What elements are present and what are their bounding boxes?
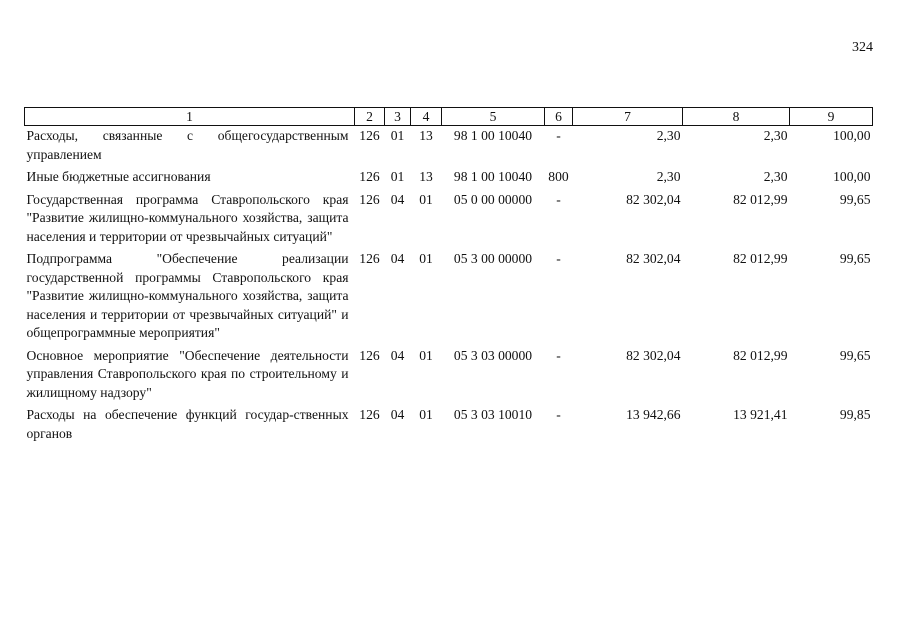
table-row <box>25 346 873 406</box>
header-col-4: 4 <box>411 108 442 126</box>
row-planned-amount: 2,30 <box>656 169 681 184</box>
row-actual-amount: 13 921,41 <box>733 407 788 422</box>
row-planned-amount: 82 302,04 <box>626 251 681 266</box>
row-planned-amount: 82 302,04 <box>626 347 681 363</box>
row-ministry-code: 126 <box>359 251 380 266</box>
row-actual-amount: 2,30 <box>763 169 788 184</box>
table-header <box>25 108 873 126</box>
row-percent: 99,65 <box>839 251 871 266</box>
row-expense-type: - <box>556 191 561 207</box>
row-ministry-code: 126 <box>359 169 380 184</box>
header-col-5: 5 <box>442 108 545 126</box>
row-subsection-code: 13 <box>419 128 433 143</box>
row-target-code: 98 1 00 10040 <box>453 169 533 184</box>
row-subsection-code: 01 <box>419 407 433 422</box>
header-col-6: 6 <box>545 108 573 126</box>
row-target-code: 05 3 03 10010 <box>453 407 533 422</box>
header-col-3: 3 <box>385 108 411 126</box>
row-section-code: 04 <box>390 191 405 207</box>
row-target-code: 98 1 00 10040 <box>453 128 533 143</box>
row-description: Расходы, связанные с общегосударственным управлением <box>26 128 349 162</box>
table-row <box>25 167 873 190</box>
row-expense-type: - <box>556 128 561 143</box>
table-row <box>25 249 873 346</box>
header-row <box>25 108 873 126</box>
row-percent: 99,65 <box>839 347 871 363</box>
row-expense-type: 800 <box>548 169 569 184</box>
row-ministry-code: 126 <box>359 347 380 363</box>
row-ministry-code: 126 <box>359 128 380 143</box>
row-subsection-code: 01 <box>419 347 433 363</box>
table-row <box>25 405 873 446</box>
row-subsection-code: 01 <box>419 191 433 207</box>
row-ministry-code: 126 <box>359 191 380 207</box>
table-row <box>25 190 873 250</box>
row-description: Подпрограмма "Обеспечение реализации государственной программы Ставропольского края "Развитие жилищно-коммунального хозяйства, защита населения и территории от чрезвычайных ситуаций" и общепрограммные мероприятия" <box>26 251 349 340</box>
header-col-2: 2 <box>355 108 385 126</box>
row-section-code: 04 <box>390 251 405 266</box>
row-target-code: 05 0 00 00000 <box>453 191 533 207</box>
row-ministry-code: 126 <box>359 407 380 422</box>
row-expense-type: - <box>556 407 561 422</box>
budget-table <box>24 107 873 446</box>
row-planned-amount: 2,30 <box>656 128 681 143</box>
row-description: Расходы на обеспечение функций государ-ственных органов <box>26 407 349 441</box>
row-section-code: 01 <box>390 169 405 184</box>
row-expense-type: - <box>556 251 561 266</box>
row-planned-amount: 82 302,04 <box>626 191 681 207</box>
row-section-code: 04 <box>390 347 405 363</box>
row-target-code: 05 3 03 00000 <box>453 347 533 363</box>
page-number: 324 <box>852 40 873 55</box>
header-col-8: 8 <box>683 108 790 126</box>
row-percent: 99,65 <box>839 191 871 207</box>
row-subsection-code: 13 <box>419 169 433 184</box>
row-section-code: 01 <box>390 128 405 143</box>
row-planned-amount: 13 942,66 <box>626 407 681 422</box>
header-col-9: 9 <box>790 108 873 126</box>
row-percent: 100,00 <box>833 128 871 143</box>
row-section-code: 04 <box>390 407 405 422</box>
row-target-code: 05 3 00 00000 <box>453 251 533 266</box>
row-description: Основное мероприятие "Обеспечение деятельности управления Ставропольского края по строительному и жилищному надзору" <box>26 347 349 400</box>
row-percent: 100,00 <box>833 169 871 184</box>
table-row <box>25 126 873 168</box>
row-description: Государственная программа Ставропольского края "Развитие жилищно-коммунального хозяйства, защита населения и территории от чрезвычайных ситуаций" <box>26 191 349 244</box>
row-expense-type: - <box>556 347 561 363</box>
header-col-1: 1 <box>25 108 355 126</box>
row-actual-amount: 82 012,99 <box>733 251 788 266</box>
table-body <box>25 126 873 447</box>
row-actual-amount: 82 012,99 <box>733 347 788 363</box>
row-subsection-code: 01 <box>419 251 433 266</box>
row-actual-amount: 2,30 <box>763 128 788 143</box>
header-col-7: 7 <box>573 108 683 126</box>
row-percent: 99,85 <box>839 407 871 422</box>
row-actual-amount: 82 012,99 <box>733 191 788 207</box>
row-description: Иные бюджетные ассигнования <box>26 169 211 184</box>
